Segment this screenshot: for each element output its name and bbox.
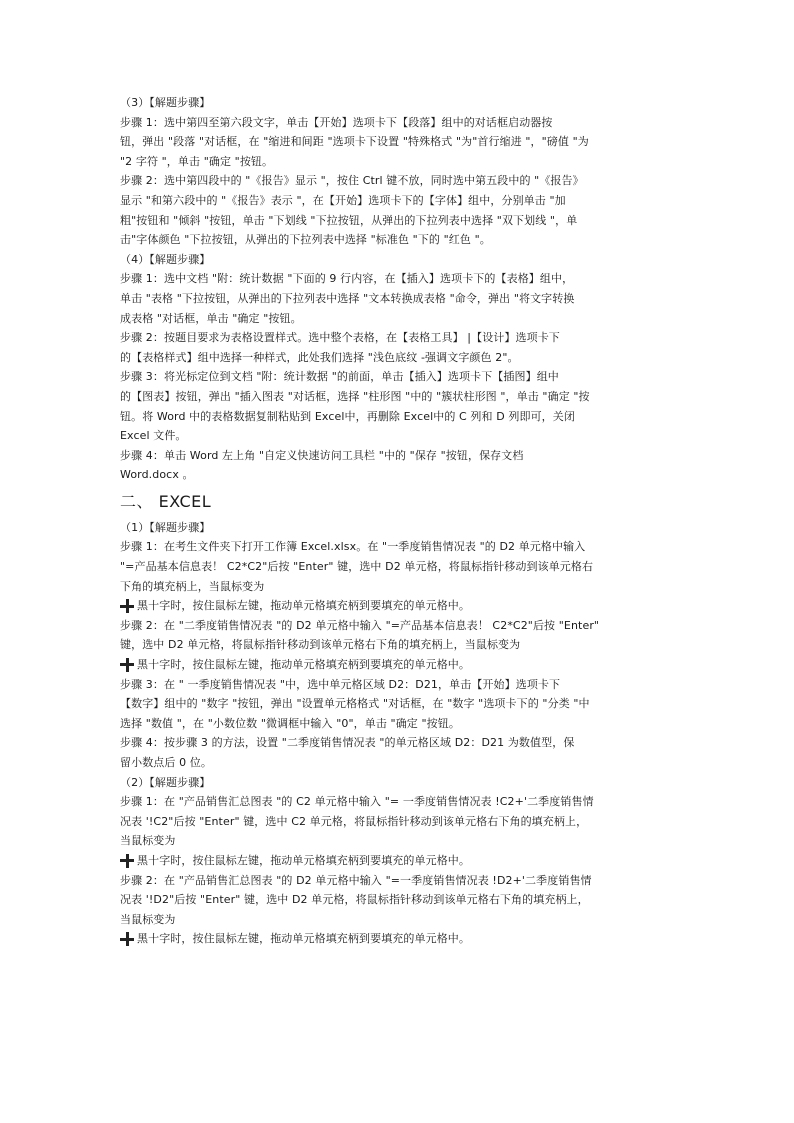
paragraph-line: 选择 "数值 "，在 "小数位数 "微调框中输入 "0"，单击 "确定 "按钮。 [120,716,460,730]
paragraph-line: 成表格 "对话框，单击 "确定 "按钮。 [120,311,302,325]
paragraph-line: 键，选中 D2 单元格，将鼠标指针移动到该单元格右下角的填充柄上，当鼠标变为 [120,638,521,652]
paragraph-line-with-icon [120,851,694,871]
paragraph-text: 黑十字时，按住鼠标左键，拖动单元格填充柄到要填充的单元格中。 [137,932,470,946]
crosshair-icon [120,599,134,613]
paragraph-line: 步骤 4：单击 Word 左上角 "自定义快速访问工具栏 "中的 "保存 "按钮，保存文档 [120,448,524,462]
sub-heading: （4）【解题步骤】 [120,252,211,266]
paragraph-line: "=产品基本信息表！ C2*C2"后按 "Enter" 键，选中 D2 单元格，将鼠标指针移动到该单元格右 [120,560,594,574]
paragraph-line: 留小数点后 0 位。 [120,756,212,769]
paragraph-line: 的【图表】按钮，弹出 "插入图表 "对话框，选择 "柱形图 "中的 "簇状柱形图 "，单击 "确定 "按 [120,389,590,403]
paragraph-line-with-icon [120,929,694,949]
paragraph-line: 钮。将 Word 中的表格数据复制粘贴到 Excel中，再删除 Excel中的 C 列和 D 列即可，关闭 [120,409,575,423]
paragraph-text: 黑十字时，按住鼠标左键，拖动单元格填充柄到要填充的单元格中。 [137,599,470,613]
paragraph-line: 当鼠标变为 [120,834,176,848]
paragraph-line: Word.docx 。 [120,468,194,482]
paragraph-text: 黑十字时，按住鼠标左键，拖动单元格填充柄到要填充的单元格中。 [137,658,470,672]
paragraph-line: 的【表格样式】组中选择一种样式，此处我们选择 "浅色底纹 -强调文字颜色 2"。 [120,350,519,364]
paragraph-line: 步骤 3：将光标定位到文档 "附：统计数据 "的前面，单击【插入】选项卡下【插图】组中 [120,370,559,384]
paragraph-line: 步骤 1：在考生文件夹下打开工作簿 Excel.xlsx。在 "一季度销售情况表 "的 D2 单元格中输入 [120,540,586,554]
crosshair-icon [120,658,134,672]
sub-heading: （1）【解题步骤】 [120,520,211,534]
paragraph-text: 黑十字时，按住鼠标左键，拖动单元格填充柄到要填充的单元格中。 [137,853,470,867]
paragraph-line: 下角的填充柄上，当鼠标变为 [120,579,265,593]
paragraph-line: 步骤 2：在 "二季度销售情况表 "的 D2 单元格中输入 "=产品基本信息表！ C2*C2"后按 "Enter" [120,618,600,632]
paragraph-line: 显示 "和第六段中的 "《报告》表示 "，在【开始】选项卡下的【字体】组中，分别单击 "加 [120,193,566,207]
paragraph-line: 当鼠标变为 [120,912,176,926]
paragraph-line: 步骤 1：选中文档 "附：统计数据 "下面的 9 行内容，在【插入】选项卡下的【表格】组中， [120,272,574,286]
crosshair-icon [120,932,134,946]
paragraph-line: 况表 '!C2"后按 "Enter" 键，选中 C2 单元格，将鼠标指针移动到该单元格右下角的填充柄上， [120,814,588,828]
paragraph-line: 步骤 2：在 "产品销售汇总图表 "的 D2 单元格中输入 "=一季度销售情况表 !D2+'二季度销售情 [120,873,592,887]
paragraph-line: 粗"按钮和 "倾斜 "按钮，单击 "下划线 "下拉按钮，从弹出的下拉列表中选择 "双下划线 "，单 [120,213,578,227]
paragraph-line: 步骤 2：选中第四段中的 "《报告》显示 "，按住 Ctrl 键不放，同时选中第五段中的 "《报告》 [120,174,584,188]
sub-heading: （2）【解题步骤】 [120,775,211,789]
paragraph-line: 步骤 3：在 " 一季度销售情况表 "中，选中单元格区域 D2：D21，单击【开始】选项卡下 [120,677,561,691]
section-heading: 二、 EXCEL [120,491,212,511]
paragraph-line-with-icon [120,596,694,616]
paragraph-line-with-icon [120,655,694,675]
paragraph-line: 步骤 2：按题目要求为表格设置样式。选中整个表格，在【表格工具】 |【设计】选项卡下 [120,331,560,345]
sub-heading: （3）【解题步骤】 [120,96,211,109]
paragraph-line: 击"字体颜色 "下拉按钮，从弹出的下拉列表中选择 "标准色 "下的 "红色 "。 [120,233,491,247]
paragraph-line: 况表 '!D2"后按 "Enter" 键，选中 D2 单元格，将鼠标指针移动到该单元格右下角的填充柄上， [120,893,589,907]
paragraph-line: 【数字】组中的 "数字 "按钮，弹出 "设置单元格格式 "对话框，在 "数字 "选项卡下的 "分类 "中 [120,697,590,711]
paragraph-line: 步骤 4：按步骤 3 的方法，设置 "二季度销售情况表 "的单元格区域 D2：D21 为数值型，保 [120,736,575,750]
paragraph-line: 单击 "表格 "下拉按钮，从弹出的下拉列表中选择 "文本转换成表格 "命令，弹出 "将文字转换 [120,291,575,305]
paragraph-line: 步骤 1：选中第四至第六段文字，单击【开始】选项卡下【段落】组中的对话框启动器按 [120,115,553,129]
paragraph-line: "2 字符 "，单击 "确定 "按钮。 [120,154,274,168]
paragraph-line: 步骤 1：在 "产品销售汇总图表 "的 C2 单元格中输入 "= 一季度销售情况表 !C2+'二季度销售情 [120,795,594,809]
paragraph-line: 钮，弹出 "段落 "对话框，在 "缩进和间距 "选项卡下设置 "特殊格式 "为"首行缩进 "，"磅值 "为 [120,135,589,149]
crosshair-icon [120,854,134,868]
paragraph-line: Excel 文件。 [120,429,187,443]
